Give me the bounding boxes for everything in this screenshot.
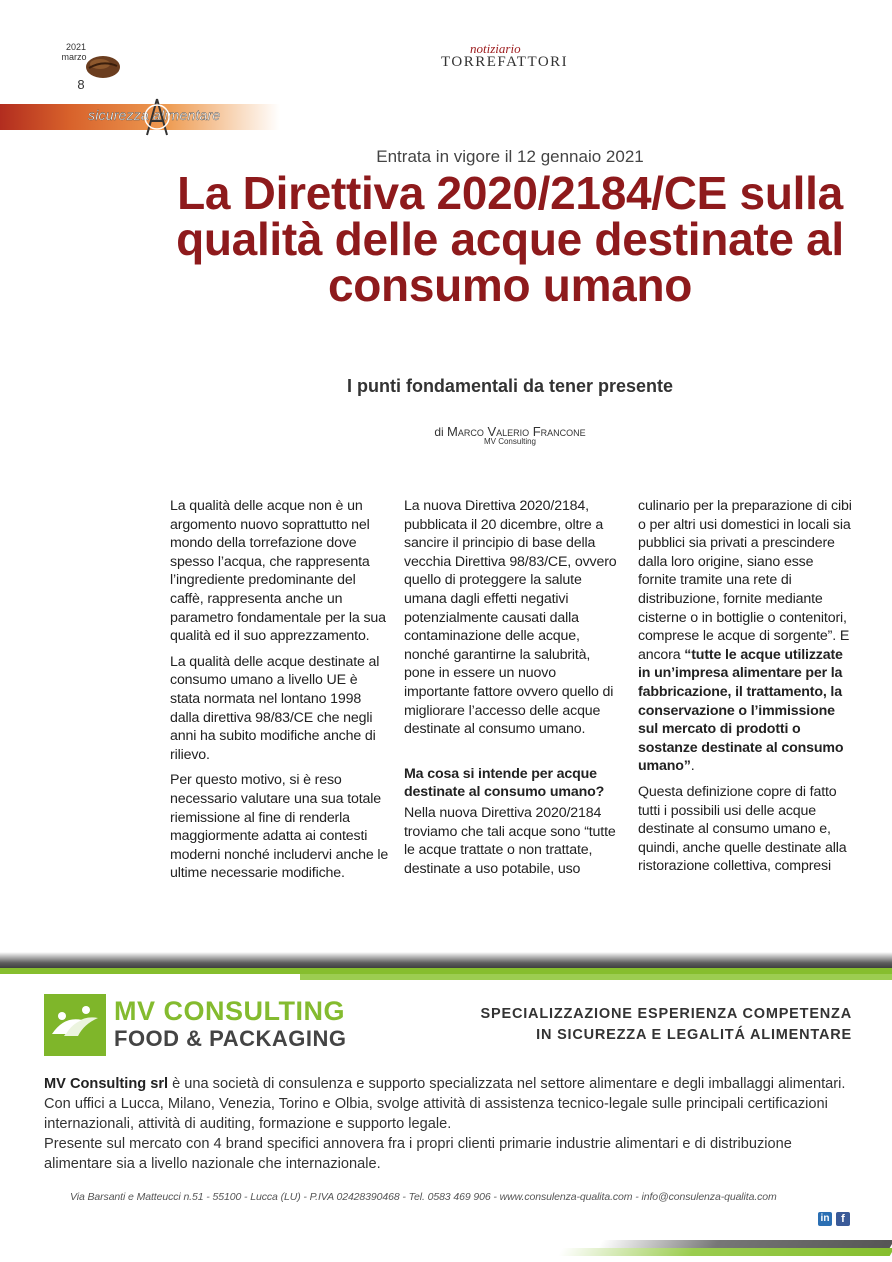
ad-company-name: MV Consulting srl xyxy=(44,1076,169,1092)
paragraph: La qualità delle acque non è un argomento nuovo soprattutto nel mondo della torrefazione dove spesso l’acqua, che rappresenta l’ingrediente predominante del caffè, rappresenta anche un parametro fondamentale per la sua qualità ed il suo apprezzamento. xyxy=(170,498,386,645)
ad-paragraph: Presente sul mercato con 4 brand specifici annovera fra i propri clienti primarie industrie alimentari e di distribuzione alimentare sia a livello nazionale che internazionale. xyxy=(44,1136,792,1172)
byline-prefix: di xyxy=(434,425,444,439)
article-column-2 xyxy=(404,497,624,885)
article-subtitle: I punti fondamentali da tener presente xyxy=(346,376,674,396)
paragraph: Per questo motivo, si è reso necessario valutare una sua totale riemissione al fine di renderla maggiormente adatta ai contesti moderni nonché includervi anche le ultime necessarie modifiche. xyxy=(170,772,389,882)
section-emblem-icon xyxy=(142,97,172,137)
ad-description: è una società di consulenza e supporto specializzata nel settore alimentare e degli imballaggi alimentari. Con uffici a Lucca, Milano, Venezia, Torino e Olbia, svolge attività di assistenza tecnico-legale sulle principali certificazioni internazionali, attività di auditing, formazione e supporto legale. xyxy=(44,1076,846,1132)
ad-contact-line: Via Barsanti e Matteucci n.51 - 55100 - Lucca (LU) - P.IVA 02428390468 - Tel. 0583 469 906 - www.consulenza-qualita.com - info@consulenza-qualita.com xyxy=(70,1191,777,1203)
publication-name-small: notiziario xyxy=(470,41,521,56)
paragraph: Nella nuova Direttiva 2020/2184 troviamo che tali acque sono “tutte le acque trattate o non trattate, destinate a uso potabile, uso xyxy=(404,804,616,877)
mv-consulting-logo xyxy=(44,994,106,1056)
section-heading: Ma cosa si intende per acque destinate al consumo umano? xyxy=(404,765,605,801)
author-name: Marco Valerio Francone xyxy=(447,424,586,439)
page-number: 8 xyxy=(77,77,85,92)
ad-green-band-2 xyxy=(300,974,892,980)
article-column-1 xyxy=(170,497,390,890)
ad-body xyxy=(44,1074,864,1174)
author-affiliation: MV Consulting xyxy=(483,437,537,446)
issue-year: 2021 xyxy=(65,42,87,52)
publication-name: TORREFATTORI xyxy=(441,54,569,70)
article-title: La Direttiva 2020/2184/CE sulla qualità delle acque destinate al consumo umano xyxy=(176,167,844,311)
paragraph-end: . xyxy=(690,758,695,775)
ad-paragraph xyxy=(44,1074,864,1134)
section-label: sicurezza alimentare xyxy=(88,107,221,123)
leaf-icon xyxy=(44,994,106,1056)
ad-brand-subtitle: FOOD & PACKAGING xyxy=(114,1026,347,1051)
paragraph-text: culinario per la preparazione di cibi o per altri usi domestici in locali sia pubblici sia privati a prescindere dalla loro origine, siano esse fornite tramite una rete di distribuzione, fornite mediante cisterne o in bottiglie o contenitori, comprese le acque di sorgente”. E ancora xyxy=(638,498,852,663)
paragraph: La qualità delle acque destinate al consumo umano a livello UE è stata normata nel lontano 1998 dalla direttiva 98/83/CE che negli anni ha subito modifiche anche di rilievo. xyxy=(170,653,380,763)
paragraph: La nuova Direttiva 2020/2184, pubblicata il 20 dicembre, oltre a sancire il principio di base della vecchia Direttiva 98/83/CE, ovvero quello di proteggere la salute umana dagli effetti negativi potenzialmente causati dalla contaminazione delle acque, nonché garantirne la salubrità, pone in essere un nuovo importante fattore ovvero quello di migliorare l’accesso delle acque destinate al consumo umano. xyxy=(404,498,617,738)
paragraph xyxy=(638,497,852,776)
issue-month: marzo xyxy=(61,52,87,62)
ad-tagline-1: SPECIALIZZAZIONE ESPERIENZA COMPETENZA xyxy=(480,1006,852,1022)
quoted-definition: “tutte le acque utilizzate in un’impresa alimentare per la fabbricazione, il trattamento, la conservazione o l’immissione sul mercato di prodotti o sostanze destinate al consumo umano” xyxy=(638,646,844,775)
coffee-bean-icon xyxy=(84,54,122,80)
article-column-3 xyxy=(638,497,852,883)
ad-tagline-2: IN SICUREZZA E LEGALITÁ ALIMENTARE xyxy=(536,1027,852,1043)
ad-bottom-band-green xyxy=(558,1248,892,1256)
facebook-icon[interactable]: f xyxy=(836,1212,850,1226)
linkedin-icon[interactable]: in xyxy=(818,1212,832,1226)
ad-brand-name: MV CONSULTING xyxy=(114,996,345,1026)
article-kicker: Entrata in vigore il 12 gennaio 2021 xyxy=(376,147,644,166)
ad-bottom-band-gray xyxy=(598,1240,892,1248)
paragraph: Questa definizione copre di fatto tutti i possibili usi delle acque destinate al consumo umano e, quindi, anche quelle destinate alla ristorazione collettiva, compresi xyxy=(638,783,847,875)
